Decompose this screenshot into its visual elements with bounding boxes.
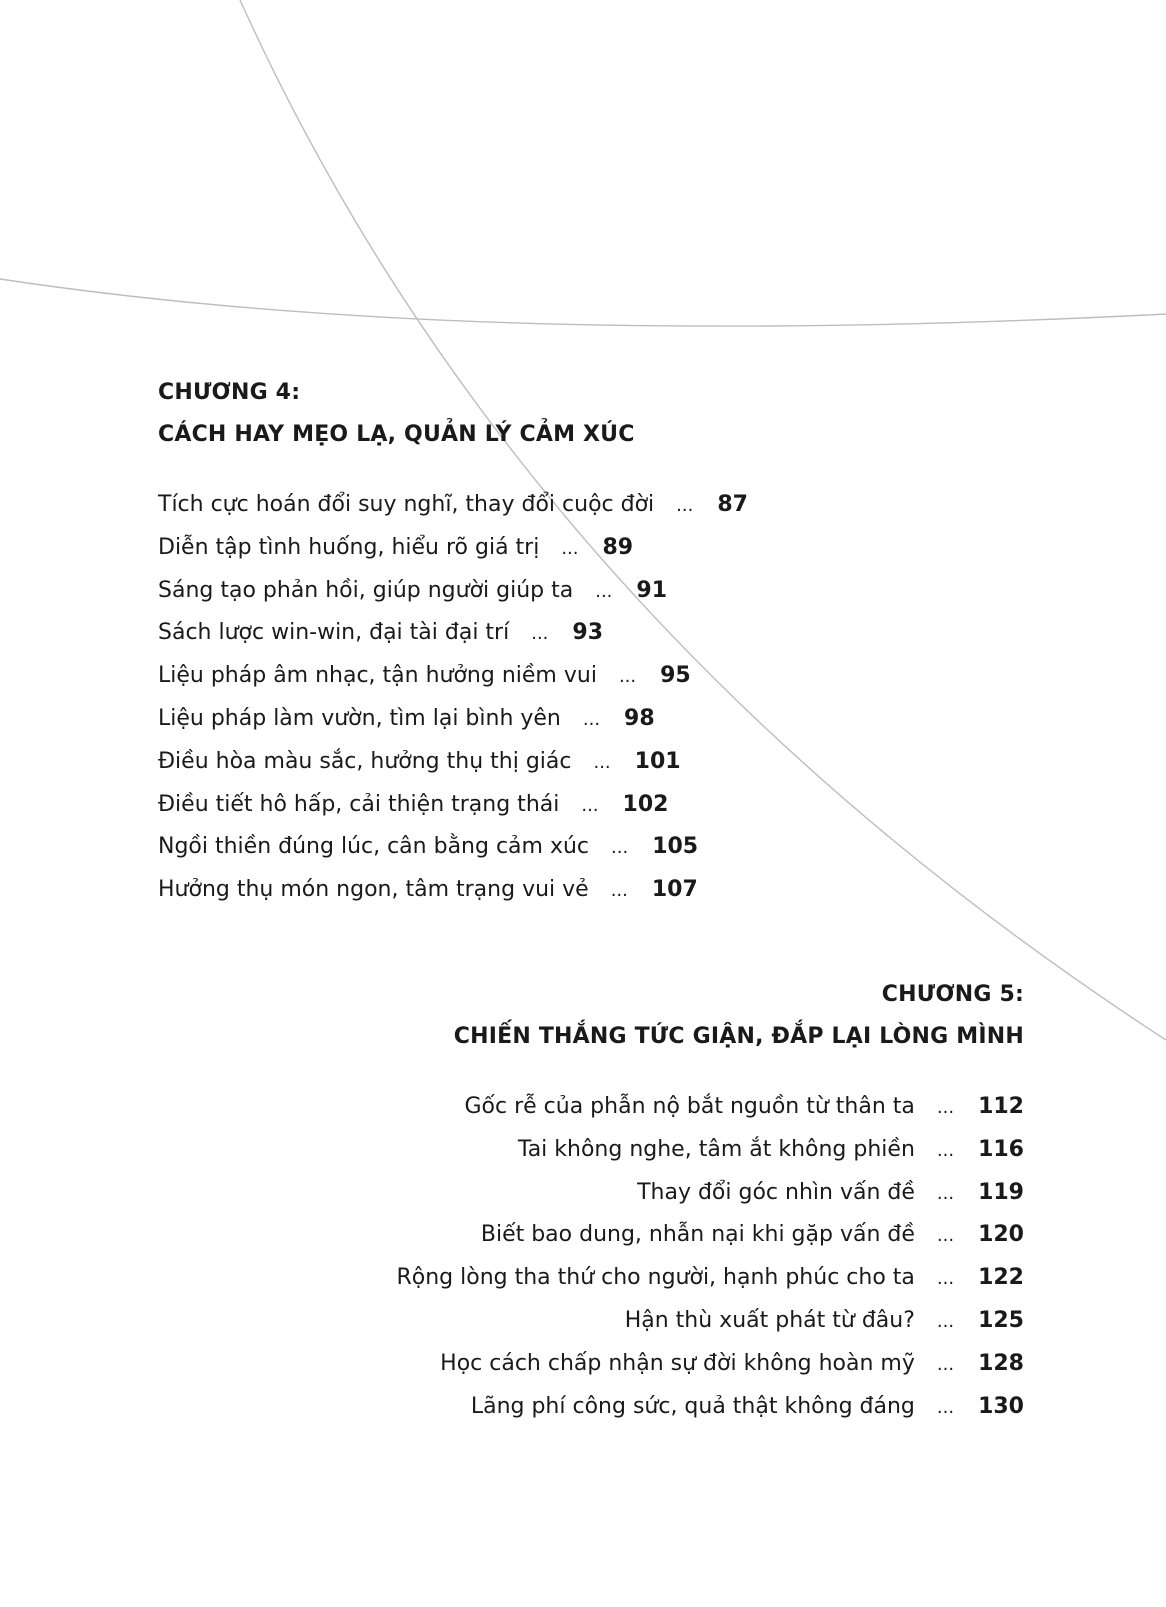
toc-dots: ... xyxy=(611,837,629,859)
toc-page-number: 105 xyxy=(652,834,699,860)
toc-entry[interactable] xyxy=(124,1386,1024,1429)
toc-entry-text: Liệu pháp âm nhạc, tận hưởng niềm vui xyxy=(158,663,597,689)
toc-page-number: 89 xyxy=(602,534,634,560)
toc-page-number: 128 xyxy=(978,1350,1024,1376)
toc-dots: ... xyxy=(595,580,613,602)
toc-dots: ... xyxy=(936,1396,955,1418)
toc-dots: ... xyxy=(531,623,549,645)
toc-entry-text: Tích cực hoán đổi suy nghĩ, thay đổi cuộc đời xyxy=(158,492,655,517)
toc-entry[interactable] xyxy=(124,1257,1024,1300)
toc-entry-text: Điều tiết hô hấp, cải thiện trạng thái xyxy=(158,791,560,817)
toc-dots: ... xyxy=(593,751,611,773)
toc-entry[interactable] xyxy=(158,741,1058,784)
toc-page-number: 125 xyxy=(978,1307,1024,1333)
toc-entry[interactable] xyxy=(158,698,1058,741)
toc-dots: ... xyxy=(618,666,637,688)
horizontal-arc-line xyxy=(0,279,1166,326)
toc-dots: ... xyxy=(676,495,694,516)
chapter-number: CHƯƠNG 5: xyxy=(881,982,1024,1007)
toc-list xyxy=(158,484,1058,912)
toc-page-number: 93 xyxy=(572,620,604,646)
toc-page-number: 102 xyxy=(622,791,669,817)
toc-entry-text: Ngồi thiền đúng lúc, cân bằng cảm xúc xyxy=(158,834,590,860)
toc-entry-text: Gốc rễ của phẫn nộ bắt nguồn từ thân ta xyxy=(464,1094,915,1119)
chapter-5-section xyxy=(124,974,1024,1428)
toc-entry[interactable] xyxy=(158,784,1058,827)
toc-entry[interactable] xyxy=(158,826,1058,869)
toc-entry[interactable] xyxy=(124,1086,1024,1129)
toc-entry-text: Thay đổi góc nhìn vấn đề xyxy=(637,1179,915,1205)
toc-entry[interactable] xyxy=(158,570,1058,613)
toc-dots: ... xyxy=(561,537,579,559)
toc-entry[interactable] xyxy=(158,869,1058,912)
toc-entry-text: Sách lược win-win, đại tài đại trí xyxy=(158,620,510,646)
toc-page-number: 116 xyxy=(978,1136,1024,1162)
toc-dots: ... xyxy=(610,880,628,902)
toc-dots: ... xyxy=(936,1268,955,1290)
toc-page-number: 101 xyxy=(634,748,681,774)
toc-entry-text: Diễn tập tình huống, hiểu rõ giá trị xyxy=(158,534,540,560)
toc-entry-text: Điều hòa màu sắc, hưởng thụ thị giác xyxy=(158,748,572,774)
toc-entry[interactable] xyxy=(124,1214,1024,1257)
toc-dots: ... xyxy=(582,708,601,730)
toc-page-number: 122 xyxy=(978,1265,1024,1291)
toc-page-number: 112 xyxy=(978,1094,1024,1119)
toc-entry[interactable] xyxy=(124,1172,1024,1215)
toc-entry[interactable] xyxy=(158,612,1058,655)
toc-list xyxy=(124,1086,1024,1428)
toc-entry[interactable] xyxy=(124,1343,1024,1386)
toc-entry-text: Học cách chấp nhận sự đời không hoàn mỹ xyxy=(440,1350,915,1376)
toc-entry[interactable] xyxy=(158,484,1058,527)
toc-dots: ... xyxy=(936,1353,955,1375)
toc-page-number: 87 xyxy=(717,492,748,517)
chapter-title: CÁCH HAY MẸO LẠ, QUẢN LÝ CẢM XÚC xyxy=(158,422,635,447)
toc-entry-text: Lãng phí công sức, quả thật không đáng xyxy=(470,1393,915,1419)
toc-page-number: 107 xyxy=(651,877,698,903)
toc-dots: ... xyxy=(581,794,599,816)
toc-entry-text: Biết bao dung, nhẫn nại khi gặp vấn đề xyxy=(480,1222,915,1248)
toc-dots: ... xyxy=(936,1097,955,1118)
toc-page-number: 98 xyxy=(624,705,655,731)
toc-page-number: 95 xyxy=(660,663,691,689)
toc-page-number: 91 xyxy=(636,577,668,603)
toc-dots: ... xyxy=(936,1310,955,1332)
toc-entry-text: Liệu pháp làm vườn, tìm lại bình yên xyxy=(158,705,561,731)
toc-entry[interactable] xyxy=(124,1300,1024,1343)
toc-entry[interactable] xyxy=(124,1129,1024,1172)
chapter-number: CHƯƠNG 4: xyxy=(158,380,301,405)
toc-page-number: 120 xyxy=(978,1222,1024,1248)
toc-entry-text: Sáng tạo phản hồi, giúp người giúp ta xyxy=(158,577,574,603)
toc-page-number: 130 xyxy=(978,1393,1024,1419)
toc-dots: ... xyxy=(936,1139,955,1161)
toc-entry-text: Hưởng thụ món ngon, tâm trạng vui vẻ xyxy=(158,877,589,903)
toc-entry-text: Tai không nghe, tâm ắt không phiền xyxy=(517,1136,915,1162)
toc-dots: ... xyxy=(936,1182,955,1204)
chapter-title: CHIẾN THẮNG TỨC GIẬN, ĐẮP LẠI LÒNG MÌNH xyxy=(453,1024,1024,1049)
toc-entry[interactable] xyxy=(158,527,1058,570)
toc-entry[interactable] xyxy=(158,655,1058,698)
toc-entry-text: Rộng lòng tha thứ cho người, hạnh phúc cho ta xyxy=(396,1265,915,1291)
toc-page-number: 119 xyxy=(978,1179,1024,1205)
chapter-4-section xyxy=(158,372,1058,912)
toc-entry-text: Hận thù xuất phát từ đâu? xyxy=(624,1307,915,1333)
toc-dots: ... xyxy=(936,1225,955,1247)
